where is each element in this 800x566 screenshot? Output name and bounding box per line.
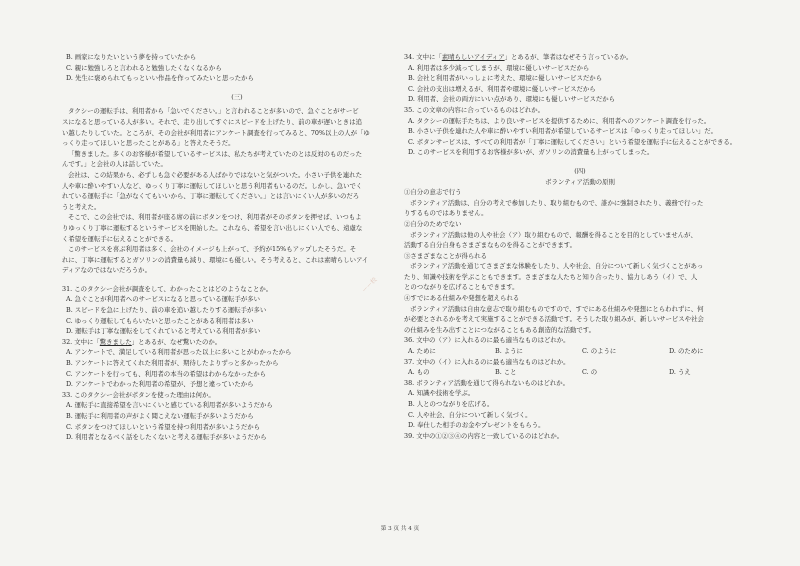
answer-option: D. このサービスを利用するお客様が多いが、ガソリンの消費量も上がってしまった。	[408, 148, 654, 157]
answer-option: B. 運転手に利用者の声がよく聞こえない運転手が多いようだから	[66, 412, 254, 420]
passage-line: 会社は、この結果から、必ずしも急ぐ必要がある人ばかりではないと気がついた。小さい子供を連れた	[68, 170, 362, 179]
question-33	[62, 390, 412, 443]
page-footer: 第 3 页 共 4 页	[380, 526, 420, 532]
question-35	[404, 105, 756, 158]
principle-text: ボランティア活動を通じてさまざまな体験をしたり、人や社会、自分について新しく気づくことがあっ	[410, 262, 704, 271]
question-39	[404, 431, 756, 442]
answer-option: D. 利用者、会社の両方にいい点があり、環境にも優しいサービスだから	[408, 95, 616, 104]
answer-option: A. 利用者は多少減ってしまうが、環境に優しいサービスだから	[408, 63, 590, 72]
passage-line: りゆっくり丁寧に運転するというサービスを開始した。これなら、希望を言い出しにくい人でも、遠慮な	[62, 223, 363, 232]
passage-line: そこで、この会社では、利用者が座る席の前にボタンをつけ、利用者がそのボタンを押せば、いつもよ	[68, 213, 362, 222]
answer-option: D. うえ	[669, 368, 691, 377]
answer-option: D. のために	[669, 347, 704, 356]
passage-line: い越したりしていた。ところが、その会社が利用者にアンケート調査を行ってみると、70%以上の人が「ゆ	[62, 128, 370, 137]
principle-text: りするものではありません。	[404, 209, 488, 218]
answer-option: B. 会社と利用者がいっしょに考えた、環境に優しいサービスだから	[408, 74, 603, 83]
answer-option: D. 運転手は丁寧な運転をしてくれていると考えている利用者が多い	[66, 327, 261, 336]
principle-text: ボランティア活動は自由な意志で取り組むものですので、すでにある仕組みや発想にとらわれずに、何	[410, 304, 704, 313]
question-36	[404, 335, 756, 356]
answer-option: B. こと	[495, 368, 517, 377]
question-35-stem: 35. この文章の内容に合っているものはどれか。	[404, 105, 545, 114]
principle-heading: ③さまざまなことが得られる	[404, 251, 488, 260]
answer-option: C. 親に勉強しろと言われると勉強したくなくなるから	[66, 63, 222, 72]
answer-option: C. アンケートを行っても、利用者の本当の希望はわからなかったから	[66, 369, 267, 378]
answer-option: D. 先生に褒められてもっといい作品を作ってみたいと思ったから	[66, 74, 254, 83]
answer-option: C. 会社の支出は増えるが、利用者や環境に優しいサービスだから	[408, 84, 596, 93]
question-38	[404, 378, 756, 431]
answer-option: A. 急ぐことが利用者へのサービスになると思っている運転手が多い	[66, 295, 261, 304]
principle-text: とのつながりを広げることもできます。	[404, 283, 519, 292]
question-31-stem: 31. このタクシー会社が調査をして、わかったことはどのようなことか。	[62, 284, 273, 293]
question-38-stem: 38. ボランティア活動を通じて得られないものはどれか。	[404, 378, 570, 387]
section-4-subtitle: ボランティア活動の原則	[545, 177, 615, 186]
principle-text: が必要とされるかを考えて実施することができる活動です。そうした取り組みが、新しいサービスや社会	[404, 315, 704, 324]
question-34-stem: 34. 文中に「素晴らしいアイディア」とあるが、筆者はなぜそう言っているか。	[404, 53, 633, 61]
principle-heading: ①自分の意志で行う	[404, 188, 462, 197]
question-37-stem: 37. 文中の（イ）に入れるのに最も適当なものはどれか。	[404, 357, 570, 366]
answer-option: C. の	[582, 368, 598, 377]
passage-line: タクシーの運転手は、利用者から「急いでください。」と言われることが多いので、急ぐことがサービ	[68, 107, 359, 116]
question-32-stem: 32. 文中に「驚きました」とあるが、なぜ驚いたのか。	[62, 337, 222, 346]
passage-line: スになると思っている人が多い。それで、走り出してすぐにスピードを上げたり、前の車が遅いときは追	[62, 117, 362, 126]
answer-option: C. のように	[582, 347, 617, 356]
passage-line: ディアなのではないだろうか。	[62, 266, 151, 275]
answer-option: C. ボタンサービスは、すべての利用者が「丁寧に運転してください」という希望を運転手に伝えることができる。	[408, 137, 737, 146]
question-32	[62, 337, 412, 390]
answer-option: C. ボタンをつけてほしいという希望を持つ利用者が多いようだから	[66, 422, 261, 431]
principle-heading: ②自分のためでない	[404, 219, 462, 228]
answer-option: A. タクシーの運転手たちは、より良いサービスを提供するために、利用者へのアンケート調査を行った。	[408, 116, 711, 125]
answer-option: A. ために	[408, 347, 436, 356]
question-31	[62, 284, 412, 337]
answer-option: B. ように	[495, 347, 523, 356]
passage-line: うと考えた。	[62, 202, 101, 211]
volunteer-principles	[404, 187, 756, 335]
question-39-stem: 39. 文中の①②③④の内容と一致しているのはどれか。	[404, 431, 564, 440]
answer-option: B. 小さい子供を連れた人や車に酔いやすい利用者が希望しているサービスは「ゆっくり走ってほしい」だ。	[408, 127, 718, 136]
answer-option: B. スピードを急に上げたり、前の車を追い越したりする運転手が多い	[66, 306, 267, 315]
section-3-title: (三)	[231, 92, 243, 101]
principle-heading: ④すでにある仕組みや発想を超えられる	[404, 294, 520, 303]
principle-text: 活動する自分自身もさまざまなものを得ることができます。	[404, 241, 577, 250]
watermark: ーー校	[360, 276, 379, 295]
carryover-options	[62, 52, 412, 84]
answer-option: D. 奉仕した相手のお金やプレゼントをもらう。	[408, 421, 545, 430]
answer-option: C. 人や社会、自分について新しく気づく。	[408, 410, 532, 419]
answer-option: A. 運転手に直接希望を言いにくいと感じている利用者が多いようだから	[66, 401, 273, 410]
answer-option: D. 利用者となるべく話をしたくないと考える運転手が多いようだから	[66, 433, 267, 442]
answer-option: B. アンケートに答えてくれた利用者が、期待したよりずっと多かったから	[66, 359, 279, 368]
principle-text: ボランティア活動は他の人や社会（ア）取り組むもので、報酬を得ることを目的としていませんが、	[410, 230, 697, 239]
principle-text: ボランティア活動は、自分の考えで参加したり、取り組むもので、誰かに強制されたり、義務で行った	[410, 198, 704, 207]
principle-text: たり、知識や技術を学ぶこともできます。さまざまな人たちと知り合ったり、協力しあう（イ）で、人	[404, 272, 698, 281]
question-36-stem: 36. 文中の（ア）に入れるのに最も適当なものはどれか。	[404, 336, 570, 345]
section-4-title: (四)	[574, 166, 586, 175]
answer-option: A. アンケートで、満足している利用者が思った以上に多いことがわかったから	[66, 348, 292, 357]
passage-line: 人や車に酔いやすい人など、ゆっくり丁寧に運転してほしいと思う利用者もいるのだ。しかし、急いでく	[62, 181, 363, 190]
question-34	[404, 52, 756, 105]
answer-option: B. 画家になりたいという夢を持っていたから	[66, 53, 197, 61]
answer-option: D. アンケートでわかった利用者の希望が、予想と違っていたから	[66, 380, 254, 389]
answer-option: A. 知識や技術を学ぶ。	[408, 389, 475, 398]
passage-line: 「驚きました。多くのお客様が希望しているサービスは、私たちが考えていたのとは反対のものだった	[68, 149, 362, 158]
passage-line: れに、丁寧に運転するとガソリンの消費量も減り、環境にも優しい。そう考えると、これは素晴らしいアイ	[62, 255, 369, 264]
question-33-stem: 33. このタクシー会社がボタンを使った理由は何か。	[62, 390, 215, 399]
passage-line: っくり走ってほしいと思ったことがある」と答えたそうだ。	[62, 139, 235, 148]
answer-option: B. 人とのつながりを広げる。	[408, 400, 494, 408]
reading-passage	[62, 106, 412, 276]
principle-text: の仕組みを生み出すことにつながることもある創造的な活動です。	[404, 325, 596, 334]
right-column	[404, 52, 756, 441]
passage-line: このサービスを喜ぶ利用者は多く、会社のイメージも上がって、予約が15%もアップしたそうだ。そ	[68, 245, 357, 254]
passage-line: く希望を運転手に伝えることができる。	[62, 234, 178, 243]
passage-line: んです。」と会社の人は話していた。	[62, 160, 167, 169]
left-column	[62, 52, 412, 443]
answer-option: C. ゆっくり運転してもらいたいと思ったことがある利用者は多い	[66, 316, 254, 325]
answer-option: A. もの	[408, 368, 430, 377]
question-37	[404, 357, 756, 378]
passage-line: れている運転手に「急がなくてもいいから、丁寧に運転してください。」とは言いにくい人が多いのだろ	[62, 192, 360, 201]
